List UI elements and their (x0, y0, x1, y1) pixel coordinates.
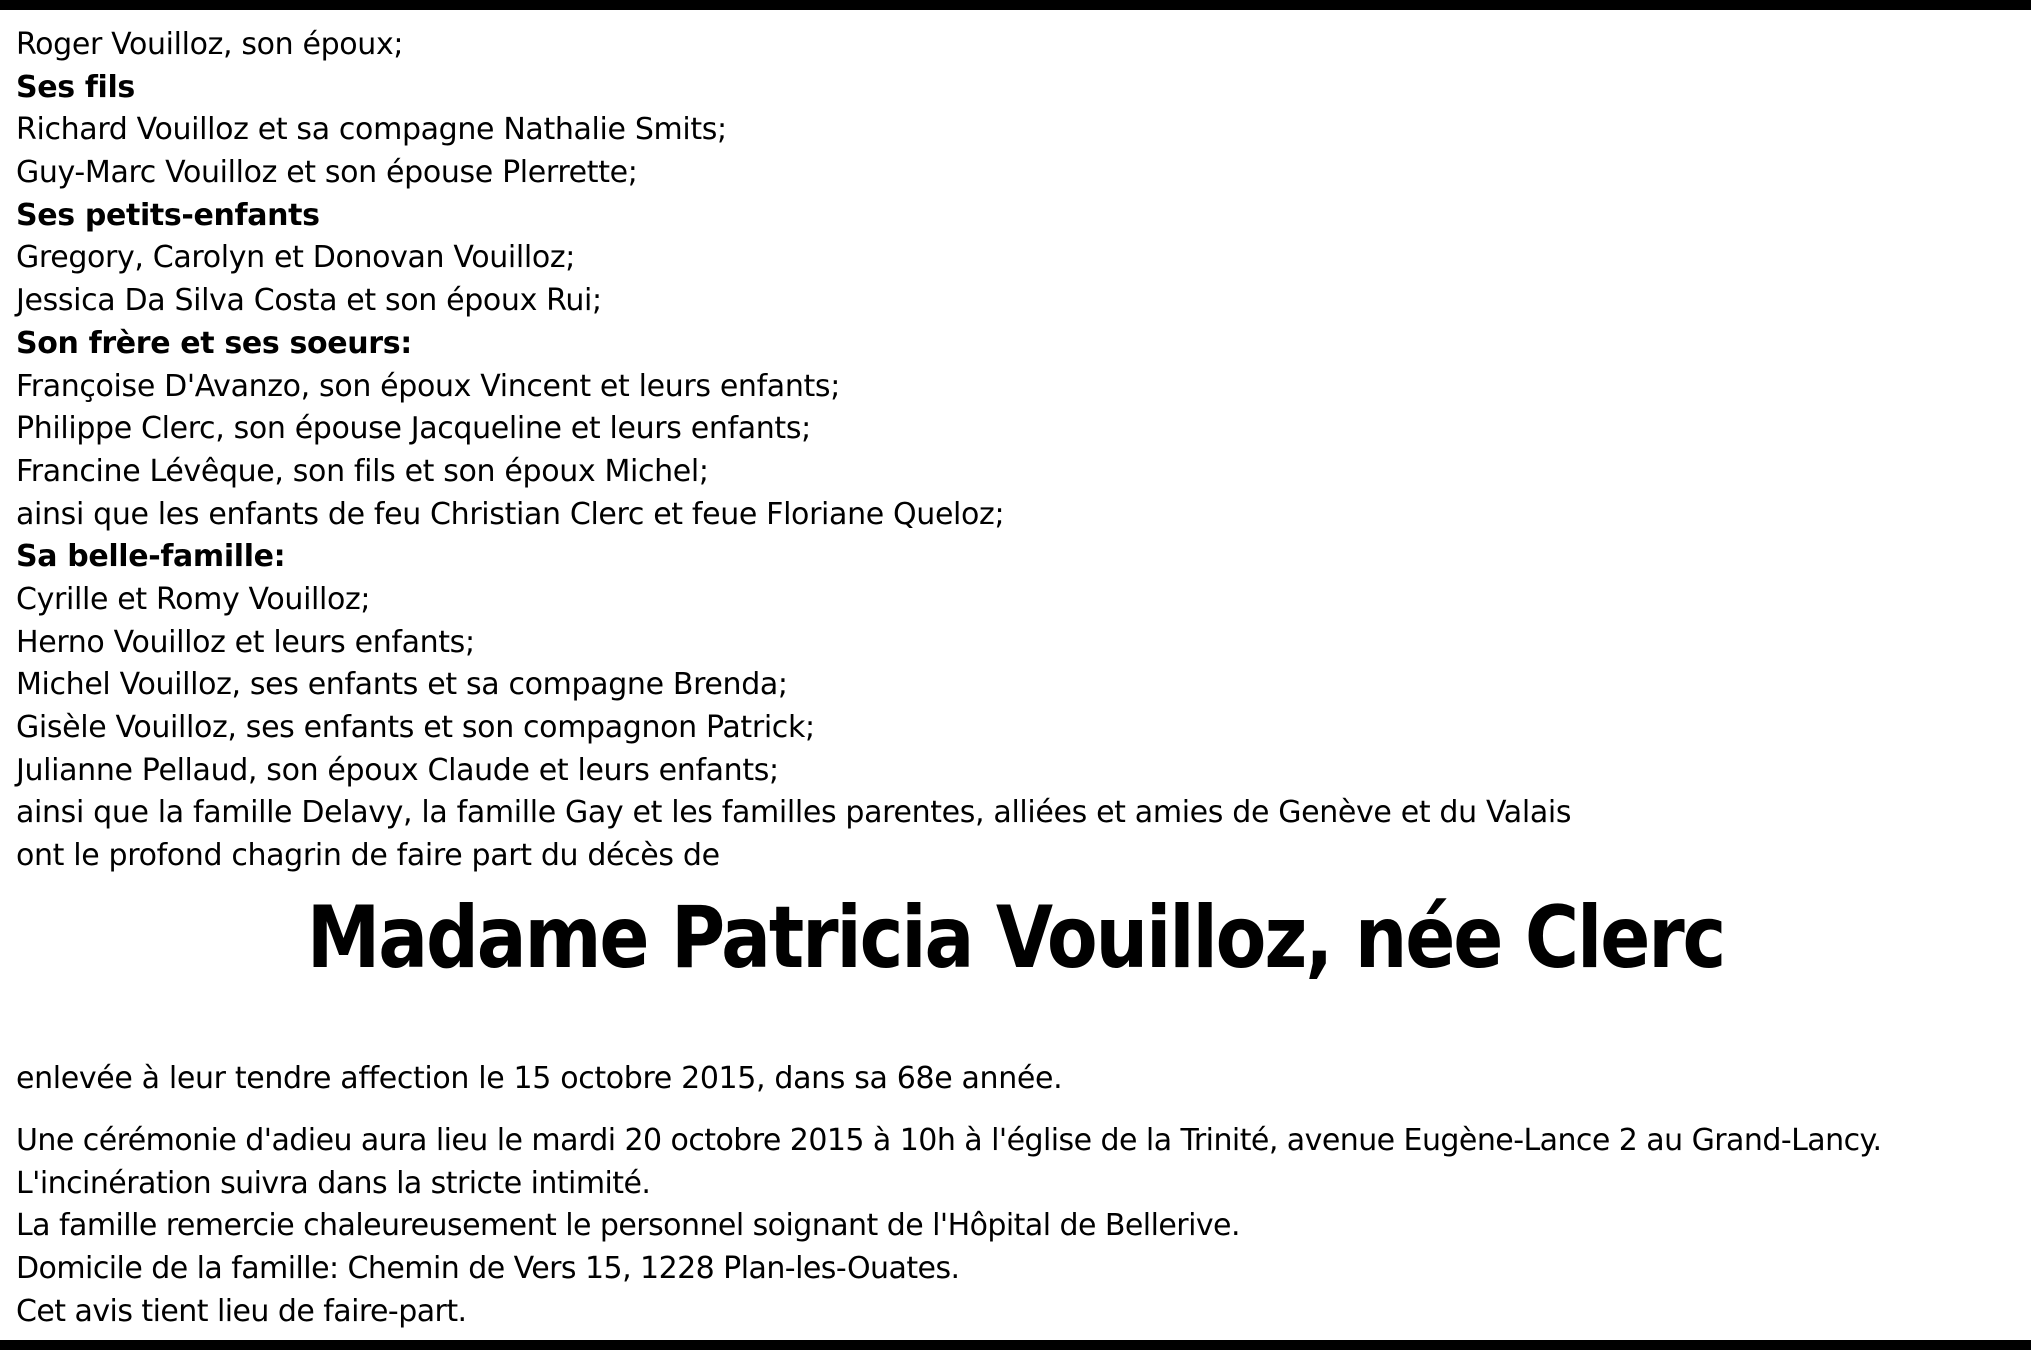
family-line: Cyrille et Romy Vouilloz; (16, 581, 371, 617)
ceremony-details (16, 1120, 2021, 1333)
family-line: Guy-Marc Vouilloz et son épouse Plerrette; (16, 155, 638, 191)
family-line: ainsi que les enfants de feu Christian Clerc et feue Floriane Queloz; (16, 496, 1005, 532)
ceremony-line: Une cérémonie d'adieu aura lieu le mardi 20 octobre 2015 à 10h à l'église de la Trinité, avenue Eugène-Lance 2 au Grand-Lancy. (16, 1123, 1882, 1158)
family-line: Francine Lévêque, son fils et son époux Michel; (16, 453, 709, 489)
cremation-line: L'incinération suivra dans la stricte intimité. (16, 1165, 651, 1201)
announcement-intro: ont le profond chagrin de faire part du décès de (16, 838, 720, 874)
family-line: Jessica Da Silva Costa et son époux Rui; (16, 283, 602, 319)
family-heading: Ses fils (16, 69, 135, 105)
family-line: Françoise D'Avanzo, son époux Vincent et leurs enfants; (16, 368, 840, 404)
family-line: ainsi que la famille Delavy, la famille Gay et les familles parentes, alliées et amies de Genève et du Valais (16, 795, 1572, 831)
family-line: Philippe Clerc, son épouse Jacqueline et leurs enfants; (16, 411, 811, 447)
family-address-line: Domicile de la famille: Chemin de Vers 15, 1228 Plan-les-Ouates. (16, 1251, 960, 1287)
departure-statement: enlevée à leur tendre affection le 15 octobre 2015, dans sa 68e année. (16, 1061, 1063, 1096)
family-line: Richard Vouilloz et sa compagne Nathalie Smits; (16, 112, 727, 148)
family-heading: Sa belle-famille: (16, 539, 286, 575)
family-line: Roger Vouilloz, son époux; (16, 27, 404, 62)
top-border-rule (0, 0, 2031, 10)
family-list (16, 24, 2006, 878)
family-heading: Ses petits-enfants (16, 197, 320, 233)
family-line: Julianne Pellaud, son époux Claude et leurs enfants; (16, 752, 779, 788)
bottom-border-rule (0, 1340, 2031, 1350)
family-line: Michel Vouilloz, ses enfants et sa compagne Brenda; (16, 667, 788, 703)
family-heading: Son frère et ses soeurs: (16, 325, 412, 361)
family-line: Herno Vouilloz et leurs enfants; (16, 624, 475, 660)
notice-line: Cet avis tient lieu de faire-part. (16, 1293, 467, 1329)
deceased-name-heading: Madame Patricia Vouilloz, née Clerc (306, 888, 1725, 988)
family-line: Gregory, Carolyn et Donovan Vouilloz; (16, 240, 576, 276)
thanks-line: La famille remercie chaleureusement le personnel soignant de l'Hôpital de Bellerive. (16, 1208, 1240, 1244)
family-line: Gisèle Vouilloz, ses enfants et son compagnon Patrick; (16, 710, 815, 745)
